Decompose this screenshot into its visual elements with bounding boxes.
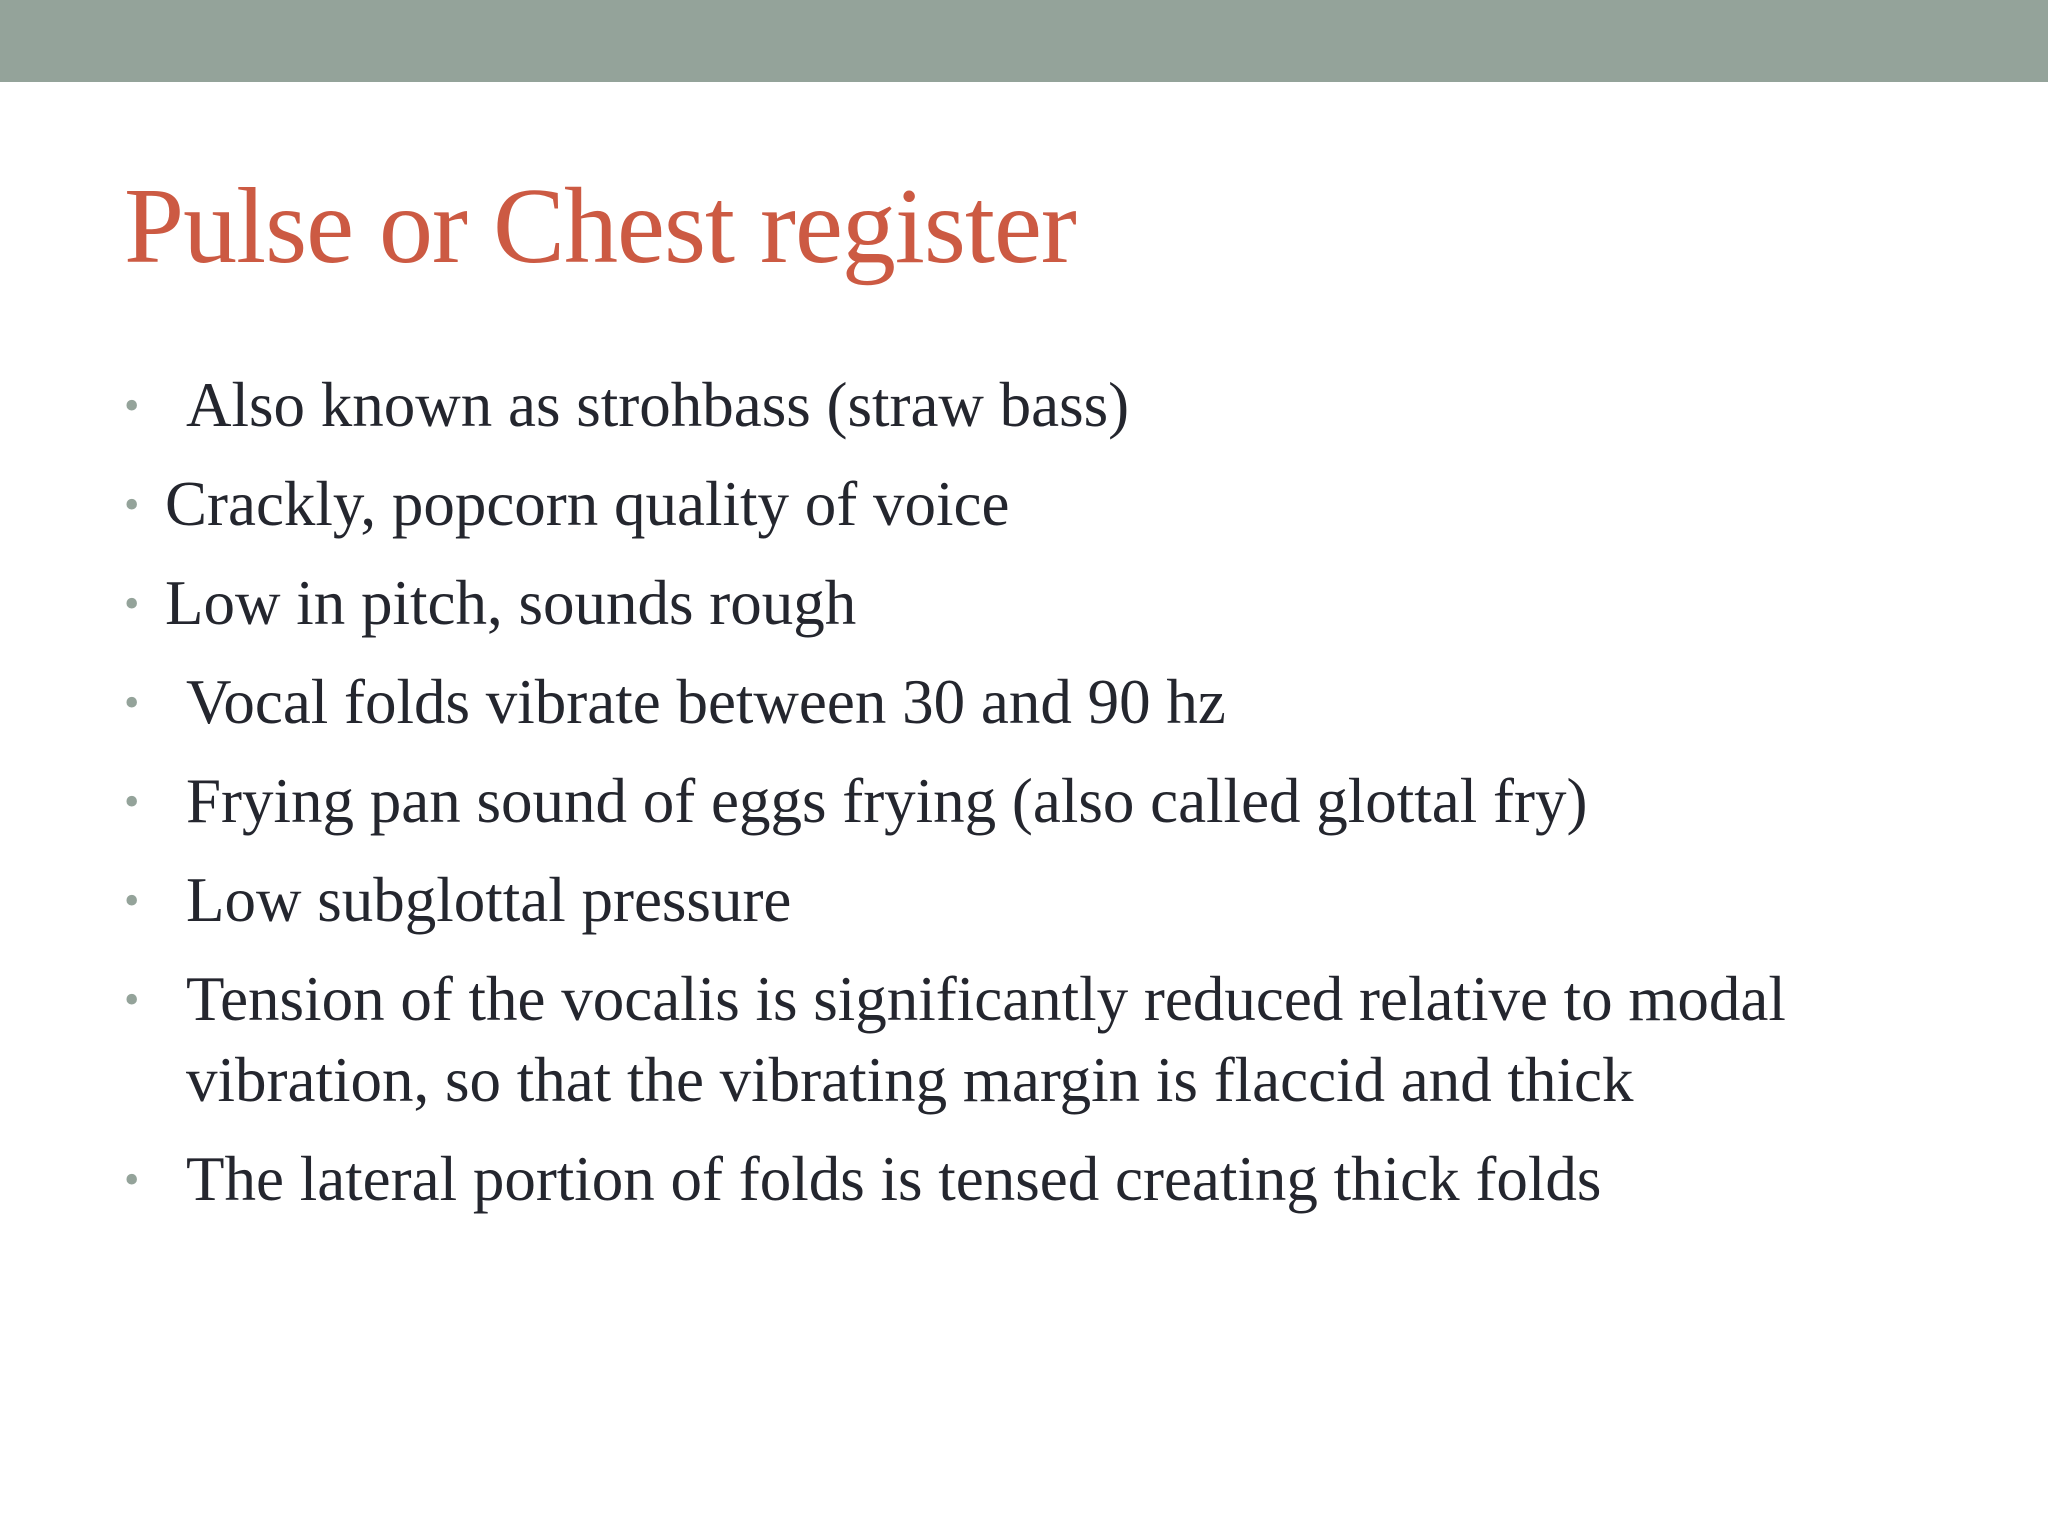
bullet-item: [124, 464, 2004, 545]
bullet-dot-icon: •: [124, 975, 140, 1024]
bullet-text: Frying pan sound of eggs frying (also called glottal fry): [186, 766, 1588, 836]
bullet-item: [124, 761, 2004, 842]
bullet-text: Low subglottal pressure: [186, 865, 792, 935]
bullet-item: [124, 365, 2004, 446]
bullet-dot-icon: •: [124, 777, 140, 826]
bullet-item: [124, 860, 2004, 941]
slide-title: Pulse or Chest register: [124, 167, 1076, 286]
bullet-text: Vocal folds vibrate between 30 and 90 hz: [186, 667, 1226, 737]
bullet-item: [124, 563, 2004, 644]
bullet-text: The lateral portion of folds is tensed creating thick folds: [186, 1144, 1602, 1214]
bullet-item: [124, 662, 2004, 743]
bullet-dot-icon: •: [124, 579, 140, 628]
bullet-item: [124, 959, 1924, 1121]
bullet-dot-icon: •: [124, 480, 140, 529]
bullet-list: [124, 365, 2004, 1238]
bullet-text: Low in pitch, sounds rough: [165, 568, 857, 638]
bullet-dot-icon: •: [124, 876, 140, 925]
bullet-item: [124, 1139, 2004, 1220]
bullet-dot-icon: •: [124, 1155, 140, 1204]
bullet-text: Tension of the vocalis is significantly reduced relative to modal vibration, so that the vibrating margin is flaccid and thick: [186, 964, 1786, 1115]
bullet-text: Crackly, popcorn quality of voice: [165, 469, 1010, 539]
bullet-dot-icon: •: [124, 678, 140, 727]
bullet-text: Also known as strohbass (straw bass): [186, 370, 1130, 440]
top-header-band: [0, 0, 2048, 82]
bullet-dot-icon: •: [124, 381, 140, 430]
